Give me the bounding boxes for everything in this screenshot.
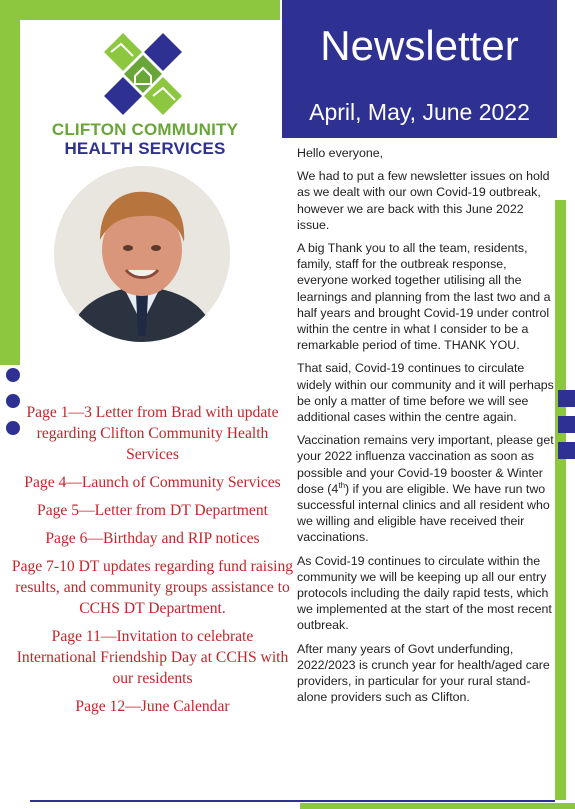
accent-square [558,442,575,459]
navy-rule-bottom [30,800,555,802]
contents-list [10,402,295,724]
author-portrait [54,166,230,342]
accent-square [558,390,575,407]
newsletter-title: Newsletter [320,22,519,69]
contents-item: Page 4—Launch of Community Services [24,474,281,491]
contents-item: Page 12—June Calendar [75,698,230,715]
portrait-image [54,166,230,342]
letter-paragraph: After many years of Govt underfunding, 2022/2023 is crunch year for health/aged care providers, in particular for your rural stand-alone providers such as Clifton. [297,641,550,705]
letter-paragraph [297,432,554,545]
vaccination-text-a: Vaccination remains very important, please get your 2022 influenza vaccination as soon as possible and your Covid-19 booster & Winter dose (4 [297,433,554,496]
bullet-dot [6,368,20,382]
green-border-bottom [300,803,575,809]
vaccination-text-b: ) if you are eligible. We have run two successful internal clinics and all resident who we willing and eligible have received their vaccinations. [297,481,550,545]
contents-item: Page 6—Birthday and RIP notices [45,530,260,547]
contents-item: Page 7-10 DT updates regarding fund raising results, and community groups assistance to CCHS DT Department. [11,558,294,617]
org-name-line2: HEALTH SERVICES [64,139,226,158]
green-border-top [0,0,280,20]
letter-greeting: Hello everyone, [297,146,384,160]
ordinal-suffix: th [338,480,346,490]
contents-item: Page 5—Letter from DT Department [37,502,268,519]
issue-date: April, May, June 2022 [309,99,530,125]
green-border-left [0,0,20,365]
letter-paragraph: We had to put a few newsletter issues on hold as we dealt with our own Covid-19 outbreak, however we are back with this June 2022 issue. [297,169,550,232]
letter-paragraph: As Covid-19 continues to circulate within the community we will be keeping up all our entry protocols including the daily rapid tests, which we implemented at the start of the most recent outbreak. [297,553,552,633]
letter-paragraph: That said, Covid-19 continues to circulate widely within our community and it will perhaps be only a matter of time before we will see additional cases within the centre again. [297,361,554,425]
contents-item: Page 11—Invitation to celebrate International Friendship Day at CCHS with our residents [16,628,289,687]
green-border-right [555,200,566,800]
org-name-line1: CLIFTON COMMUNITY [51,120,239,139]
contents-item: Page 1—3 Letter from Brad with update regarding Clifton Community Health Services [26,404,279,463]
diamond-house-logo-icon [99,30,187,118]
accent-square [558,416,575,433]
letter-body [297,145,554,713]
letter-paragraph: A big Thank you to all the team, residents, family, staff for the outbreak response, everyone worked together utilising all the learnings and planning from the last two and a half years and brought Covid-19 under control within the centre in what I consider to be a remarkable period of time. THANK YOU. [297,241,551,353]
title-banner [282,0,557,138]
